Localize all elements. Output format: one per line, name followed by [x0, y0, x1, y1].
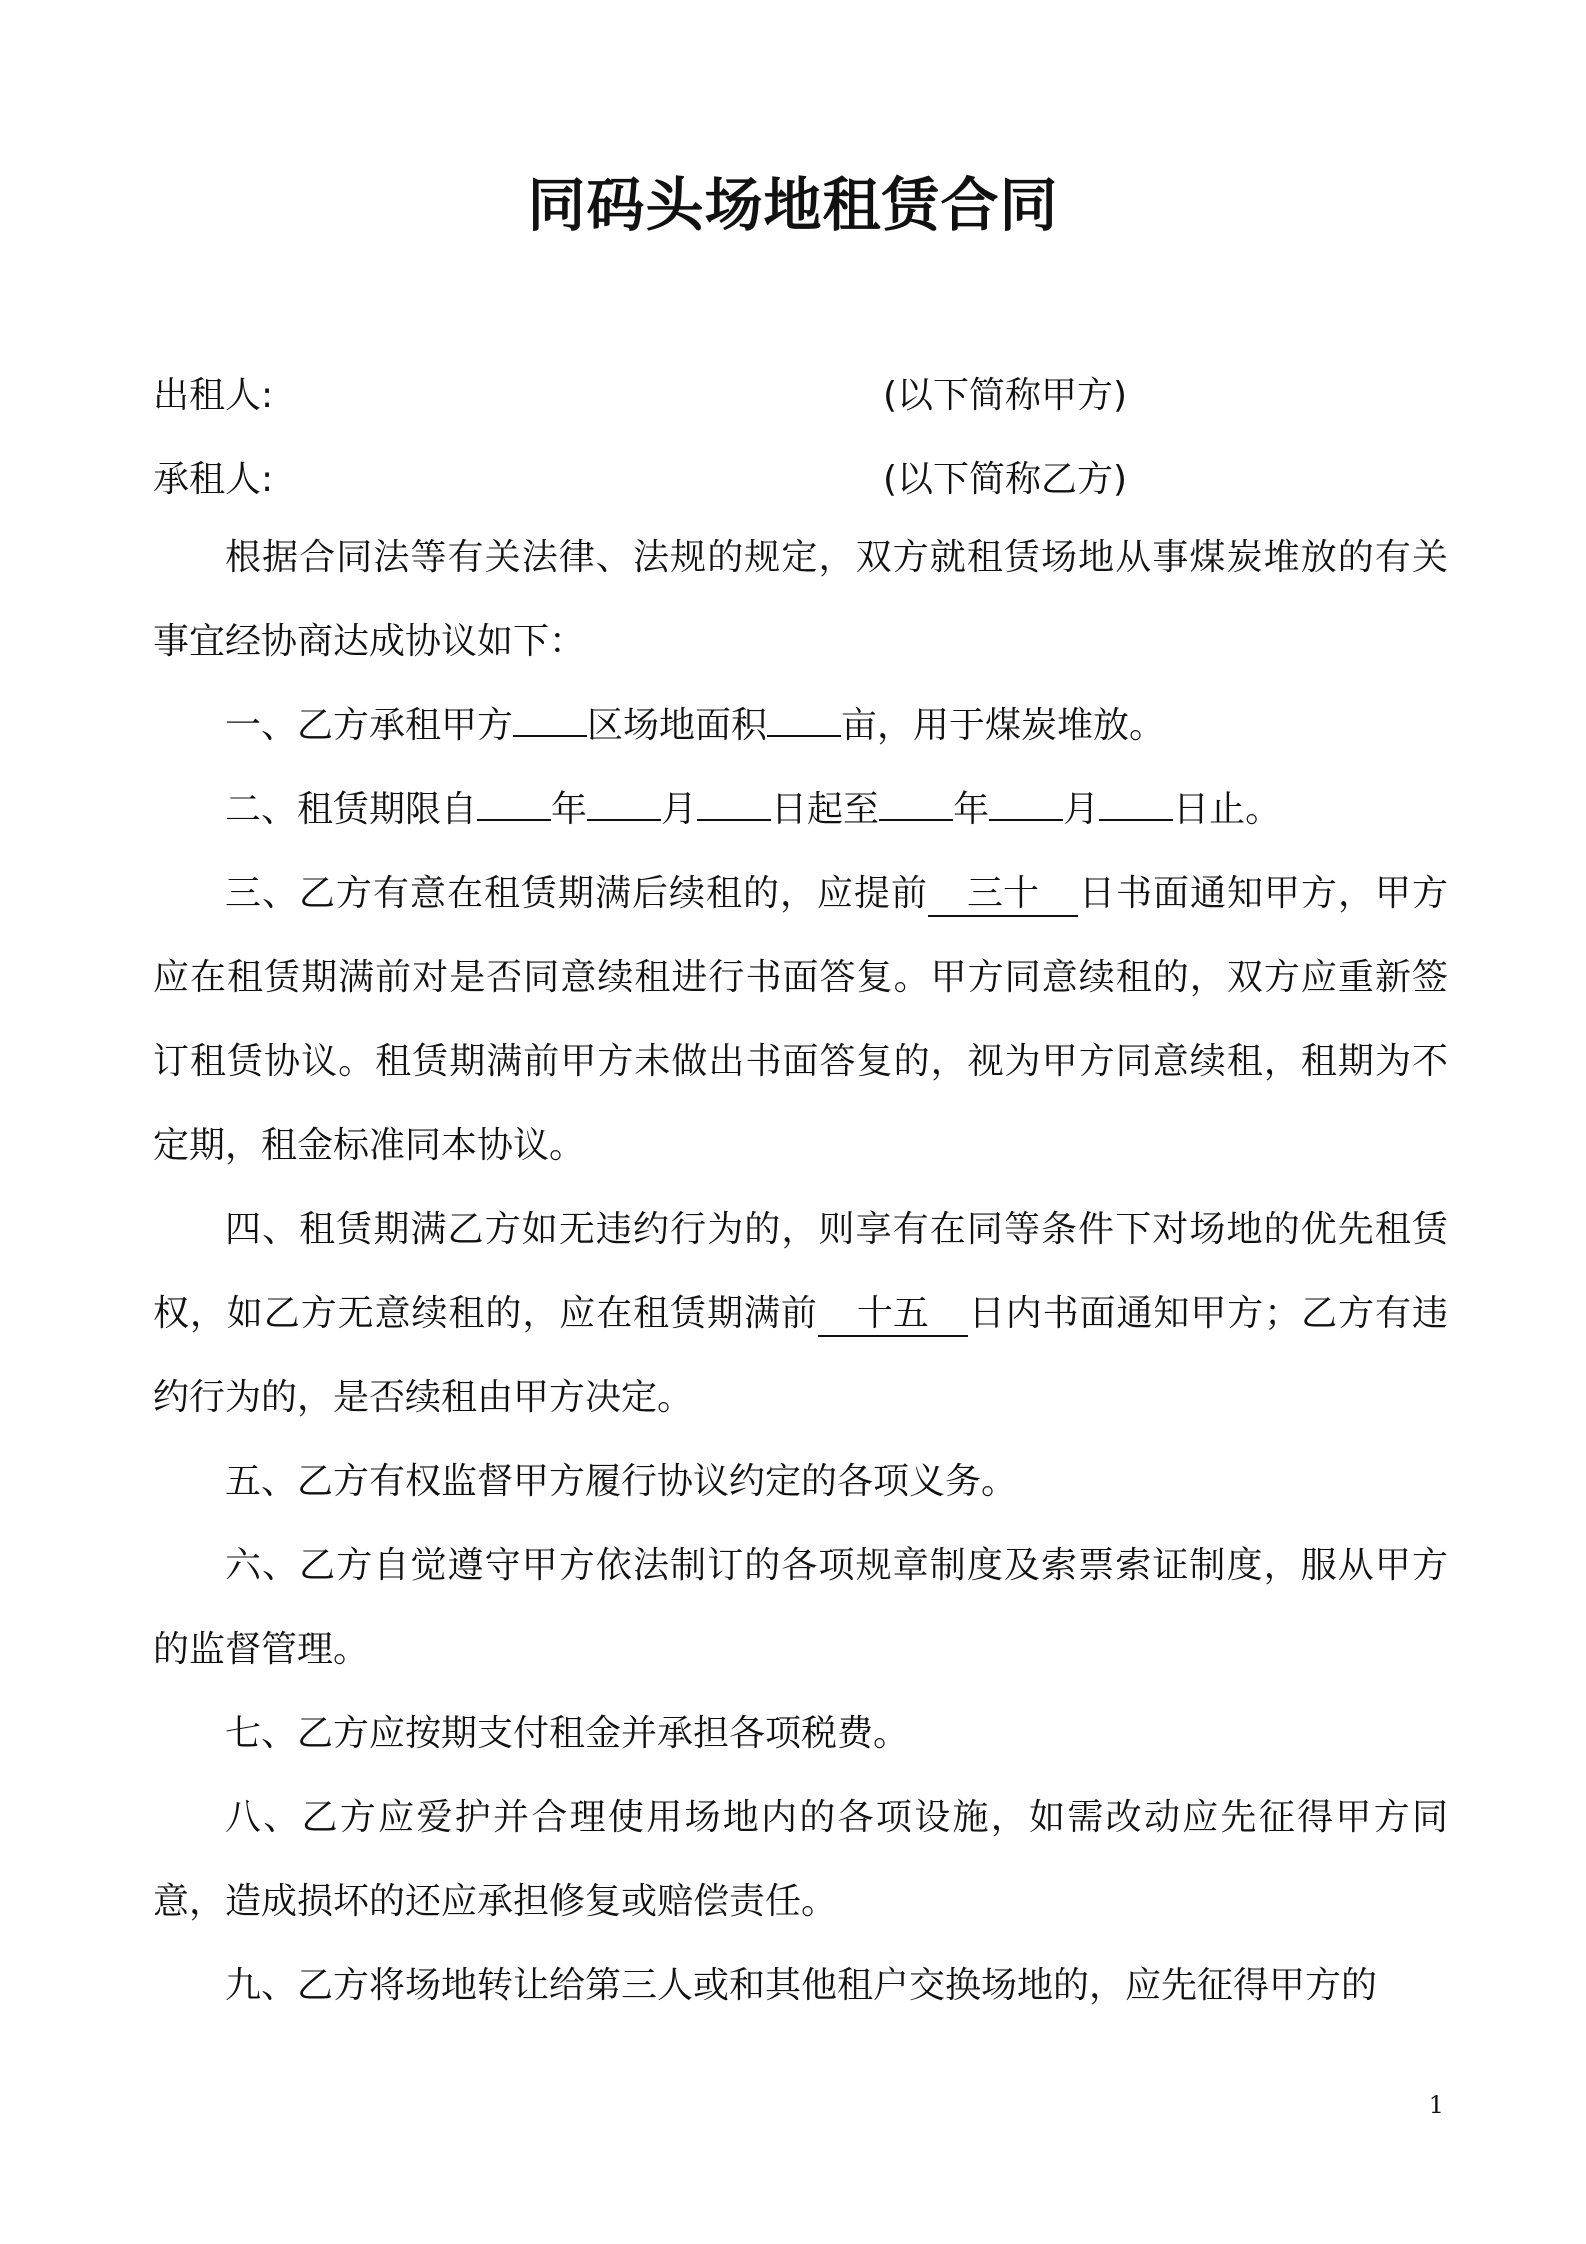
- start-day-blank: [697, 777, 771, 821]
- lessee-note: (以下简称乙方): [883, 459, 1128, 500]
- clause-9: 九、乙方将场地转让给第三人或和其他租户交换场地的，应先征得甲方的: [225, 1965, 1378, 2006]
- clause-2-month-2: 月: [1063, 789, 1100, 830]
- lessee-line: [153, 438, 1453, 522]
- clause-4: [153, 1188, 1448, 1440]
- lessee-label: 承租人:: [153, 459, 274, 500]
- start-month-blank: [587, 777, 661, 821]
- clause-3-text-a: 三、乙方有意在租赁期满后续租的，应提前: [225, 873, 928, 914]
- preamble: 根据合同法等有关法律、法规的规定，双方就租赁场地从事煤炭堆放的有关事宜经协商达成协议如下：: [153, 537, 1448, 662]
- lessor-note: (以下简称甲方): [883, 375, 1128, 416]
- clause-3: [153, 852, 1448, 1188]
- clause-1-text-b: 区场地面积: [587, 705, 768, 746]
- notice-days-field: 三十: [928, 873, 1078, 917]
- lessor-line: [153, 354, 1453, 438]
- clause-4-text-b: 日内书面通知甲方；乙方有违约行为的，是否续租由甲方决定。: [153, 1293, 1448, 1418]
- page-number: 1: [1428, 2091, 1444, 2119]
- clause-8: 八、乙方应爱护并合理使用场地内的各项设施，如需改动应先征得甲方同意，造成损坏的还应承担修复或赔偿责任。: [153, 1797, 1448, 1922]
- lessor-label: 出租人:: [153, 375, 274, 416]
- end-day-blank: [1099, 777, 1173, 821]
- end-year-blank: [879, 777, 953, 821]
- clause-2-text-a: 二、租赁期限自: [225, 789, 478, 830]
- clause-3-text-b: 日书面通知甲方，甲方应在租赁期满前对是否同意续租进行书面答复。甲方同意续租的，双方应重新签订租赁协议。租赁期满前甲方未做出书面答复的，视为甲方同意续租，租期为不定期，租金标准同本协议。: [153, 873, 1448, 1166]
- clause-2-day-2: 日止。: [1173, 789, 1282, 830]
- non-renewal-days-field: 十五: [818, 1293, 968, 1337]
- clause-5: 五、乙方有权监督甲方履行协议约定的各项义务。: [225, 1461, 1018, 1502]
- end-month-blank: [989, 777, 1063, 821]
- acreage-blank: [767, 693, 841, 737]
- clause-2: [153, 768, 1448, 852]
- clause-2-month-1: 月: [661, 789, 698, 830]
- clause-6: 六、乙方自觉遵守甲方依法制订的各项规章制度及索票索证制度，服从甲方的监督管理。: [153, 1545, 1448, 1670]
- clause-4-text-a: 四、租赁期满乙方如无违约行为的，则享有在同等条件下对场地的优先租赁权，如乙方无意续租的，应在租赁期满前: [153, 1209, 1448, 1334]
- area-blank: [513, 693, 587, 737]
- clause-1: [153, 684, 1448, 768]
- clause-2-year-1: 年: [551, 789, 588, 830]
- page-title: 同码头场地租赁合同: [527, 171, 1059, 239]
- clause-7: 七、乙方应按期支付租金并承担各项税费。: [225, 1713, 910, 1754]
- start-year-blank: [477, 777, 551, 821]
- clause-1-text-c: 亩，用于煤炭堆放。: [841, 705, 1166, 746]
- clause-2-year-2: 年: [953, 789, 990, 830]
- clause-1-text-a: 一、乙方承租甲方: [225, 705, 514, 746]
- contract-body: [153, 516, 1448, 2028]
- clause-2-day-1: 日起至: [771, 789, 880, 830]
